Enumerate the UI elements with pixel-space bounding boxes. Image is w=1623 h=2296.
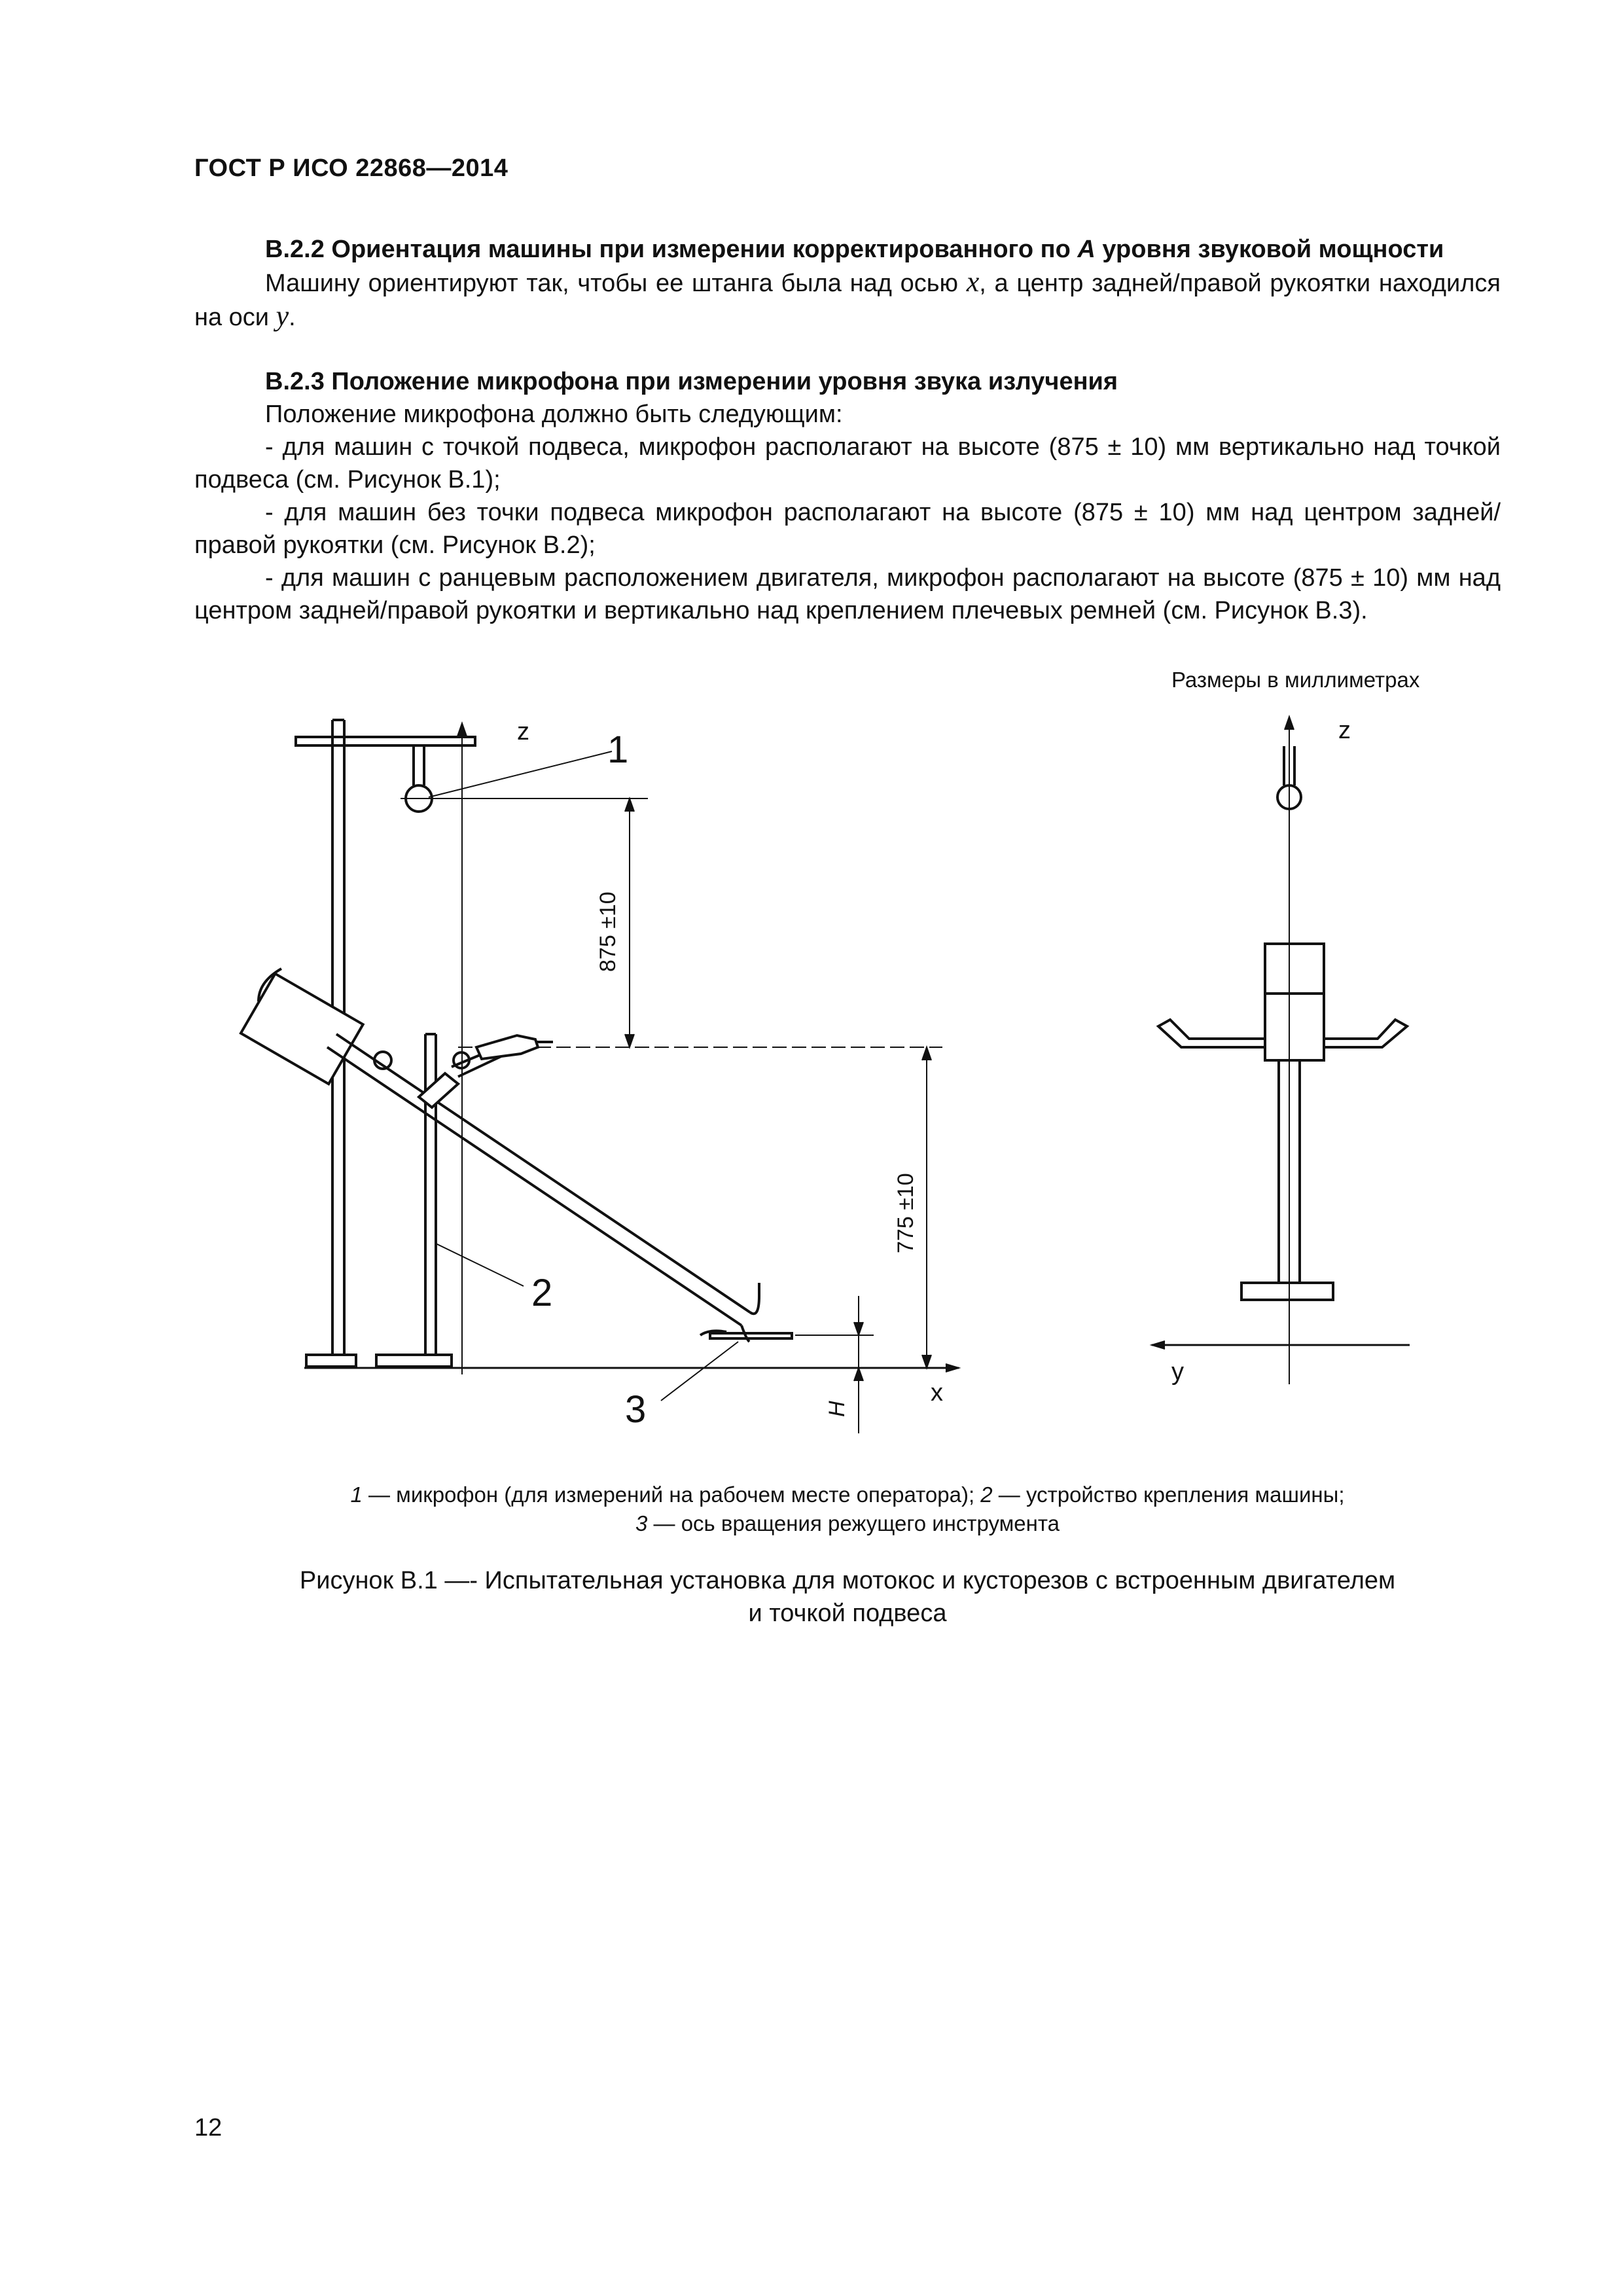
variable-y: y	[276, 300, 289, 332]
section-b22-body	[194, 266, 1501, 334]
legend-text: — устройство крепления машины;	[992, 1482, 1345, 1507]
figure-b1-drawing	[0, 694, 1623, 1440]
section-number: В.2.2	[265, 236, 325, 263]
section-b23-heading: В.2.3 Положение микрофона при измерении уровня звука излучения	[265, 368, 1118, 395]
legend-line-1	[194, 1480, 1501, 1509]
page-number: 12	[194, 2114, 223, 2142]
legend-text: — микрофон (для измерений на рабочем месте оператора);	[362, 1482, 981, 1507]
section-b23-intro: Положение микрофона должно быть следующим:	[265, 401, 843, 428]
axis-label-x: x	[931, 1379, 943, 1407]
legend-number: 3	[635, 1511, 648, 1535]
axis-label-z-left: z	[517, 718, 529, 745]
list-item: - для машин с точкой подвеса, микрофон располагают на высоте (875 ± 10) мм вертикально над точкой подвеса (см. Рисунок В.1);	[194, 433, 1501, 493]
callout-2: 2	[531, 1272, 553, 1314]
axis-label-y: y	[1171, 1358, 1184, 1386]
dimension-875-label: 875 ±10	[596, 891, 620, 972]
callout-3: 3	[625, 1388, 647, 1431]
callout-3-leader	[661, 1342, 738, 1401]
body-text: Машину ориентируют так, чтобы ее штанга была над осью	[265, 270, 959, 297]
list-item: - для машин с ранцевым расположением двигателя, микрофон располагают на высоте (875 ± 10) мм над центром задней/правой рукоятки и вертикально над креплением плечевых ремней (см. Рисунок В.3).	[194, 564, 1501, 624]
legend-text: — ось вращения режущего инструмента	[647, 1511, 1060, 1535]
legend-line-2	[194, 1509, 1501, 1538]
body-text-2: , а центр задней/правой рукоятки находился на оси	[194, 270, 1501, 331]
heading-text-end: уровня звуковой мощности	[1102, 236, 1444, 263]
section-b22-heading	[194, 233, 1501, 266]
heading-italic-a: А	[1077, 236, 1096, 263]
dimension-775-label: 775 ±10	[893, 1173, 918, 1253]
microphone-top	[401, 746, 437, 812]
dimension-h-label: H	[825, 1401, 849, 1417]
brushcutter	[241, 969, 792, 1342]
list-item: - для машин без точки подвеса микрофон располагают на высоте (875 ± 10) мм над центром задней/правой рукоятки (см. Рисунок В.2);	[194, 499, 1501, 559]
callout-1-leader	[429, 751, 612, 797]
body-text-3: .	[289, 304, 296, 331]
variable-x: x	[966, 266, 980, 298]
handle-microphone	[452, 1035, 553, 1077]
legend-number: 1	[350, 1482, 363, 1507]
dimension-775	[922, 1047, 931, 1368]
front-view	[1152, 717, 1410, 1384]
legend-number: 2	[980, 1482, 993, 1507]
section-b22	[194, 233, 1501, 334]
caption-line-1: Рисунок В.1 —- Испытательная установка для мотокос и кусторезов с встроенным двигателем	[299, 1567, 1396, 1594]
z-axis-left	[457, 723, 467, 1374]
support-device	[376, 1034, 458, 1367]
heading-text: Ориентация машины при измерении корректированного по	[331, 236, 1071, 263]
figure-caption	[194, 1564, 1501, 1630]
caption-line-2: и точкой подвеса	[748, 1600, 947, 1627]
figure-legend	[194, 1480, 1501, 1538]
callout-1: 1	[607, 728, 629, 771]
dimensions-note: Размеры в миллиметрах	[1171, 668, 1420, 692]
axis-label-z-right: z	[1338, 717, 1351, 744]
callout-2-leader	[436, 1244, 524, 1286]
section-b23	[194, 365, 1501, 627]
standard-header: ГОСТ Р ИСО 22868—2014	[194, 154, 508, 182]
